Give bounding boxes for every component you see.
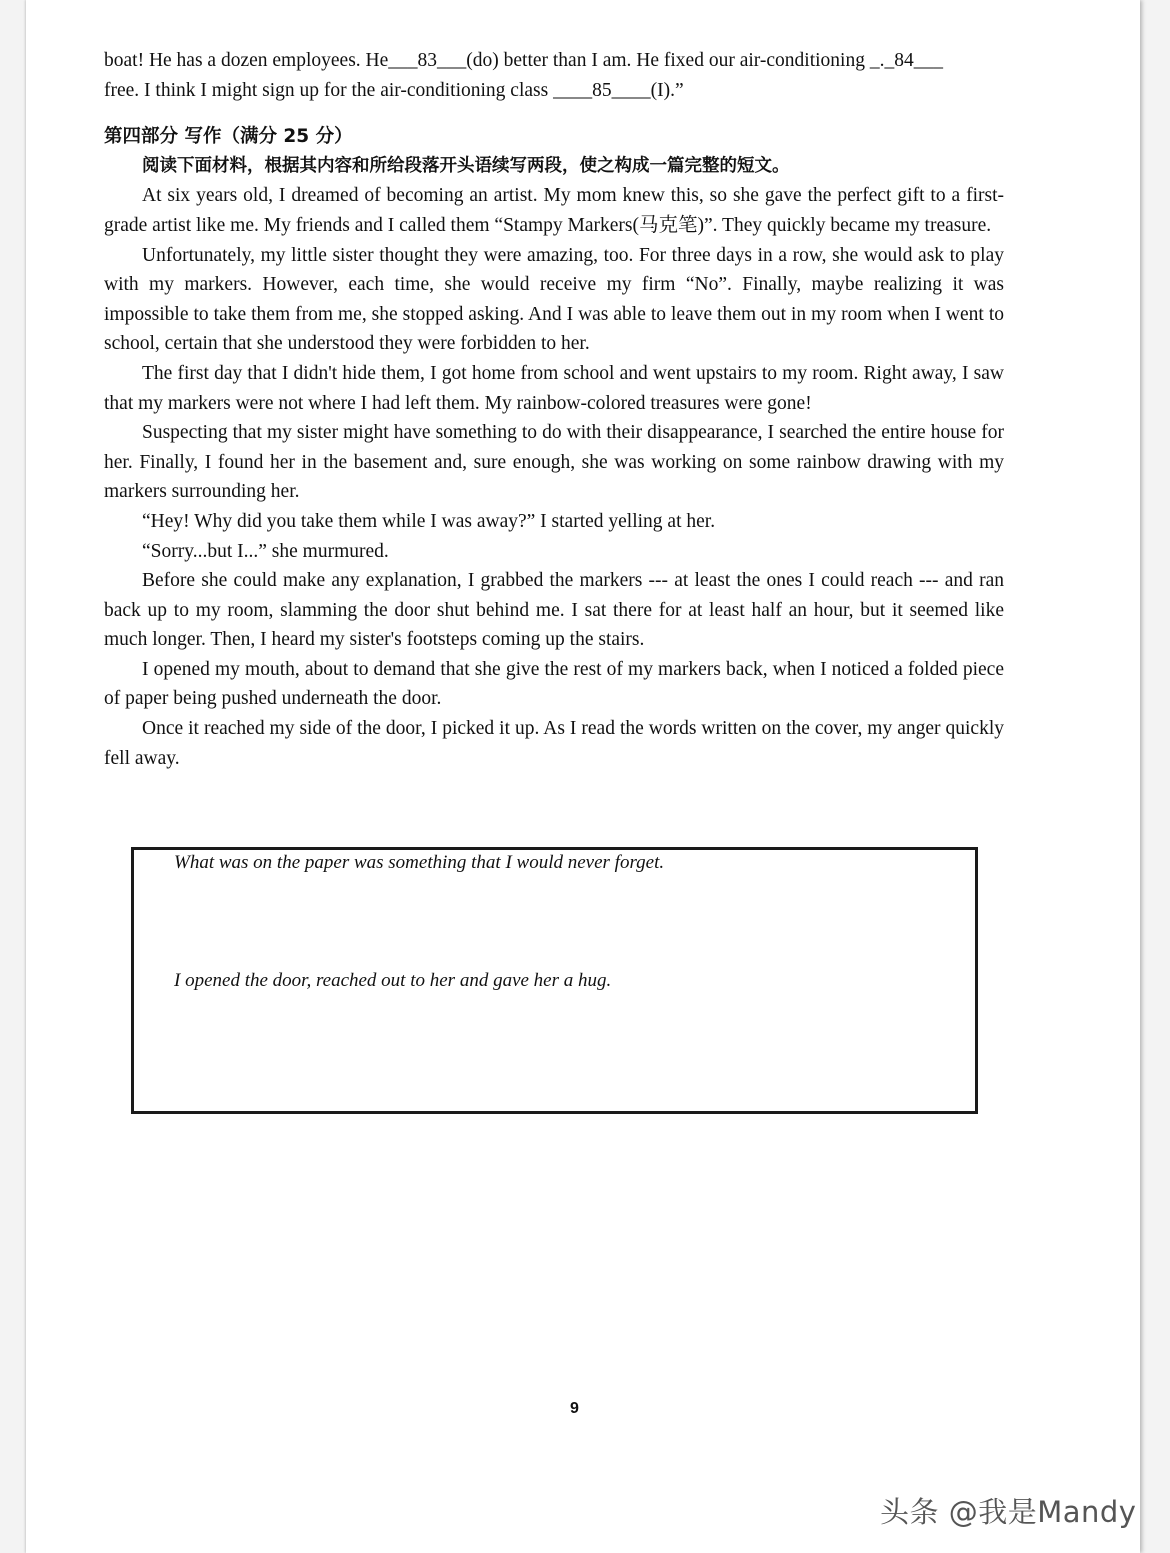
answer-prompt-1: What was on the paper was something that I would never forget. <box>174 852 665 873</box>
story-paragraph: Once it reached my side of the door, I picked it up. As I read the words written on the cover, my anger quickly fell away. <box>104 718 1004 769</box>
story-paragraph: “Hey! Why did you take them while I was away?” I started yelling at her. <box>142 510 716 532</box>
cloze-line-1: boat! He has a dozen employees. He___83___(do) better than I am. He fixed our air-conditioning _._84___ <box>104 50 943 71</box>
page-content <box>104 46 1004 773</box>
answer-box[interactable] <box>131 847 978 1114</box>
watermark: 头条 @我是Mandy <box>880 1495 1137 1529</box>
section-heading: 第四部分 写作（满分 25 分） <box>104 126 353 148</box>
story-paragraph: Suspecting that my sister might have something to do with their disappearance, I searched the entire house for her. Finally, I found her in the basement and, sure enough, she was working on some rainbow drawing with my markers surrounding her. <box>104 422 1004 503</box>
story-paragraph: Unfortunately, my little sister thought they were amazing, too. For three days in a row, she would ask to play with my markers. However, each time, she would receive my firm “No”. Finally, maybe realizing it was impossible to take them from me, she stopped asking. And I was able to leave them out in my room when I went to school, certain that she understood they were forbidden to her. <box>104 244 1004 355</box>
cloze-line-2: free. I think I might sign up for the air-conditioning class ____85____(I).” <box>104 79 684 101</box>
story-paragraph: Before she could make any explanation, I grabbed the markers --- at least the ones I could reach --- and ran back up to my room, slamming the door shut behind me. I sat there for at least half an hour, but it seemed like much longer. Then, I heard my sister's footsteps coming up the stairs. <box>104 570 1004 651</box>
story-paragraph: The first day that I didn't hide them, I got home from school and went upstairs to my room. Right away, I saw that my markers were not where I had left them. My rainbow-colored treasures were gone! <box>104 362 1004 414</box>
story-paragraph: I opened my mouth, about to demand that she give the rest of my markers back, when I noticed a folded piece of paper being pushed underneath the door. <box>104 658 1004 710</box>
story-paragraph: At six years old, I dreamed of becoming an artist. My mom knew this, so she gave the perfect gift to a first-grade artist like me. My friends and I called them “Stampy Markers(马克笔)”. They quickly became my treasure. <box>104 185 1004 236</box>
story-paragraph: “Sorry...but I...” she murmured. <box>142 540 389 562</box>
answer-prompt-2: I opened the door, reached out to her and gave her a hug. <box>174 970 612 991</box>
page-number: 9 <box>570 1400 579 1417</box>
section-instruction: 阅读下面材料，根据其内容和所给段落开头语续写两段，使之构成一篇完整的短文。 <box>142 155 790 176</box>
